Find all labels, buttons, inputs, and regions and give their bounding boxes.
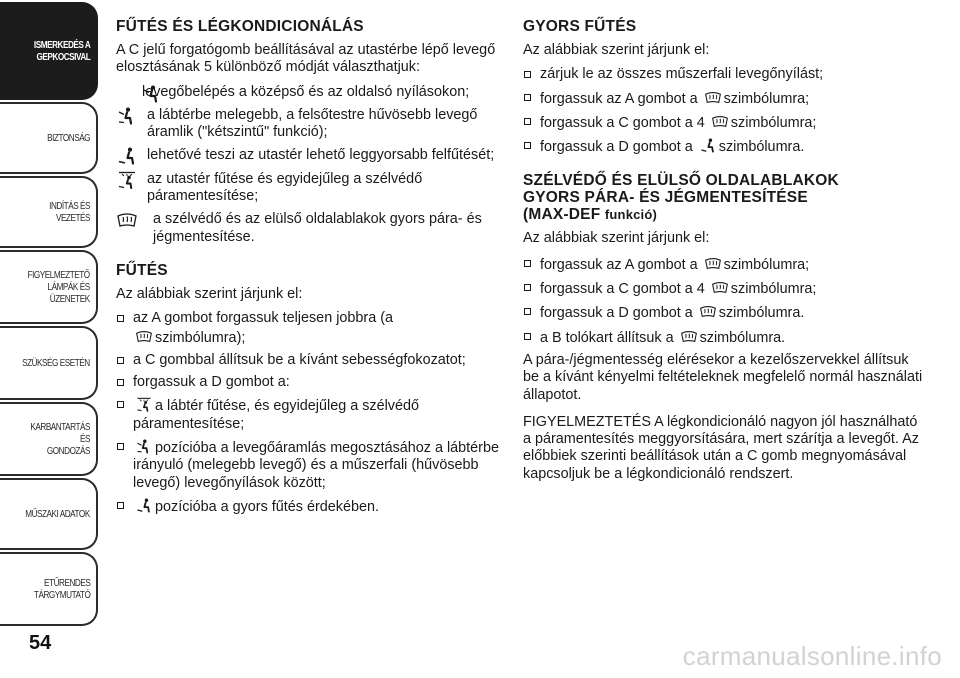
list-item: [523, 279, 923, 298]
tab-warning-lights[interactable]: [0, 250, 98, 324]
section-heading-heating: FŰTÉS: [116, 261, 168, 279]
tab-label: FIGYELMEZTETŐ LÁMPÁK ÉS ÜZENETEK: [27, 269, 90, 305]
feet-vent-icon: [135, 497, 153, 514]
right-column: [523, 18, 923, 490]
list-text: forgassuk az A gombot a: [540, 90, 698, 107]
mode-text: lehetővé teszi az utastér lehető leggyorsabb felfűtését;: [147, 147, 495, 164]
list-text: szimbólumra;: [730, 114, 817, 131]
list-item: [116, 396, 506, 433]
paragraph-intro: Az alábbiak szerint járjunk el:: [116, 285, 303, 302]
tab-starting-driving[interactable]: [0, 176, 98, 248]
watermark-text: carmanualsonline.info: [682, 641, 942, 671]
chapter-sidebar: [0, 0, 102, 678]
list-item: [523, 66, 923, 83]
bullet-box-icon: [117, 357, 124, 364]
feet-vent-icon: [699, 137, 717, 154]
list-text: szimbólumra;: [730, 281, 817, 298]
left-column: [116, 18, 506, 521]
list-item: [116, 438, 506, 492]
list-text: a lábtér fűtése, és egyidejűleg a szélvédő páramentesítése;: [133, 398, 419, 432]
list-text: forgassuk az A gombot a: [540, 256, 698, 273]
list-text: szimbólumra);: [155, 329, 246, 346]
windscreen-defrost-icon: [711, 279, 729, 296]
feet-vent-icon: [116, 147, 138, 165]
paragraph-normal-use: A pára-/jégmentesség elérésekor a kezelőszervekkel állítsuk be a kívánt kényelmi feltételeknek megfelelő normál használati állapotot.: [523, 351, 923, 403]
tab-label: KARBANTARTÁS ÉS GONDOZÁS: [30, 421, 90, 457]
list-text: forgassuk a D gombot a: [540, 305, 693, 322]
tab-maintenance[interactable]: [0, 402, 98, 476]
list-item: [523, 89, 923, 108]
face-feet-vent-icon: [116, 107, 138, 125]
list-text: a C gombbal állítsuk be a kívánt sebességfokozatot;: [133, 351, 466, 368]
tab-emergency[interactable]: [0, 326, 98, 400]
list-item: [116, 352, 506, 369]
list-item: [523, 303, 923, 322]
tab-label: MŰSZAKI ADATOK: [25, 508, 90, 520]
list-text: az A gombot forgassuk teljesen jobbra (a: [133, 310, 393, 327]
windscreen-defrost-icon: [699, 303, 717, 320]
bullet-box-icon: [524, 284, 531, 291]
list-text: szimbólumra;: [723, 256, 810, 273]
windscreen-defrost-icon: [704, 89, 722, 106]
section-heading-heating-ac: FŰTÉS ÉS LÉGKONDICIONÁLÁS: [116, 18, 364, 35]
heading-line: SZÉLVÉDŐ ÉS ELÜLSŐ OLDALABLAKOK: [523, 172, 839, 190]
bullet-box-icon: [117, 401, 124, 408]
list-text: pozícióba a levegőáramlás megosztásához a lábtérbe irányuló (melegebb levegő) és a műszerfali (hűvösebb levegő) levegőnyílások között;: [133, 440, 499, 491]
windscreen-defrost-icon: [680, 328, 698, 345]
mode-face-feet: [116, 107, 506, 142]
bullet-box-icon: [524, 71, 531, 78]
tab-label: ISMERKEDÉS A GEPKOCSIVAL: [33, 39, 90, 63]
heading-line: funkció): [604, 207, 658, 223]
mode-defrost: [116, 211, 506, 246]
mode-feet-windscreen: [116, 171, 506, 206]
list-text: szimbólumra.: [718, 305, 805, 322]
list-text: forgassuk a C gombot a 4: [540, 281, 705, 298]
windscreen-defrost-icon: [135, 328, 153, 345]
list-text: forgassuk a D gombot a: [540, 139, 693, 156]
tab-safety[interactable]: [0, 102, 98, 174]
tab-label: INDÍTÁS ÉS VEZETÉS: [49, 200, 90, 224]
mode-text: a szélvédő és az elülső oldalablakok gyors pára- és jégmentesítése.: [153, 211, 482, 245]
list-item: [116, 310, 506, 347]
windscreen-defrost-icon: [704, 255, 722, 272]
list-text: szimbólumra.: [718, 139, 805, 156]
tab-label: BIZTONSÁG: [47, 132, 90, 144]
feet-windscreen-vent-icon: [116, 171, 138, 189]
tab-getting-to-know-vehicle[interactable]: [0, 2, 98, 100]
list-item: [116, 374, 506, 391]
bullet-box-icon: [117, 315, 124, 322]
heading-line: GYORS PÁRA- ÉS JÉGMENTESÍTÉSE: [523, 189, 808, 207]
mode-face: [116, 84, 506, 101]
list-item: [523, 113, 923, 132]
bullet-box-icon: [524, 333, 531, 340]
bullet-box-icon: [117, 502, 124, 509]
paragraph-intro: A C jelű forgatógomb beállításával az utastérbe lépő levegő elosztásának 5 különböző módját választhatjuk:: [116, 42, 496, 76]
list-item: [523, 137, 923, 156]
bullet-box-icon: [117, 379, 124, 386]
list-text: a B tolókart állítsuk a: [540, 329, 674, 346]
tab-label: ETŰRENDES TÁRGYMUTATÓ: [33, 577, 90, 601]
bullet-box-icon: [524, 142, 531, 149]
bullet-box-icon: [524, 260, 531, 267]
section-heading-max-def: [523, 172, 923, 223]
bullet-box-icon: [117, 443, 124, 450]
list-text: zárjuk le az összes műszerfali levegőnyílást;: [540, 66, 824, 83]
paragraph-warning: FIGYELMEZTETÉS A légkondicionáló nagyon jól használható a páramentesítés meggyorsítására, mert szárítja a levegőt. Az előbbiek szerinti beállítások után a C gomb megnyomásával kapcsoljuk be a légkondicionáló rendszert.: [523, 413, 919, 482]
list-text: forgassuk a D gombot a:: [133, 374, 290, 391]
heading-line: (MAX-DEF: [523, 206, 601, 224]
list-text: forgassuk a C gombot a 4: [540, 114, 705, 131]
face-feet-vent-icon: [135, 438, 153, 455]
list-text: szimbólumra.: [699, 329, 786, 346]
paragraph-intro: Az alábbiak szerint járjunk el:: [523, 230, 710, 247]
bullet-box-icon: [524, 118, 531, 125]
tab-label: SZÜKSÉG ESETÉN: [22, 357, 90, 369]
bullet-box-icon: [524, 308, 531, 315]
windscreen-defrost-icon: [116, 211, 138, 229]
mode-text: levegőbelépés a középső és az oldalsó nyílásokon;: [142, 83, 470, 100]
tab-index[interactable]: [0, 552, 98, 626]
tab-technical-data[interactable]: [0, 478, 98, 550]
section-heading-quick-heating: GYORS FŰTÉS: [523, 18, 637, 35]
page-number: 54: [29, 632, 52, 654]
list-text: szimbólumra;: [723, 90, 810, 107]
windscreen-defrost-icon: [711, 113, 729, 130]
mode-feet: [116, 147, 506, 164]
list-item: [523, 328, 923, 347]
paragraph-intro: Az alábbiak szerint járjunk el:: [523, 42, 710, 58]
mode-text: az utastér fűtése és egyidejűleg a szélvédő páramentesítése;: [147, 170, 423, 205]
list-item: [523, 255, 923, 274]
bullet-box-icon: [524, 94, 531, 101]
face-vent-icon: [116, 85, 138, 103]
feet-windscreen-vent-icon: [135, 396, 153, 413]
list-text: pozícióba a gyors fűtés érdekében.: [155, 498, 379, 515]
list-item: [116, 497, 506, 516]
mode-text: a lábtérbe melegebb, a felsőtestre hűvösebb levegő áramlik ("kétszintű" funkció);: [147, 106, 478, 141]
